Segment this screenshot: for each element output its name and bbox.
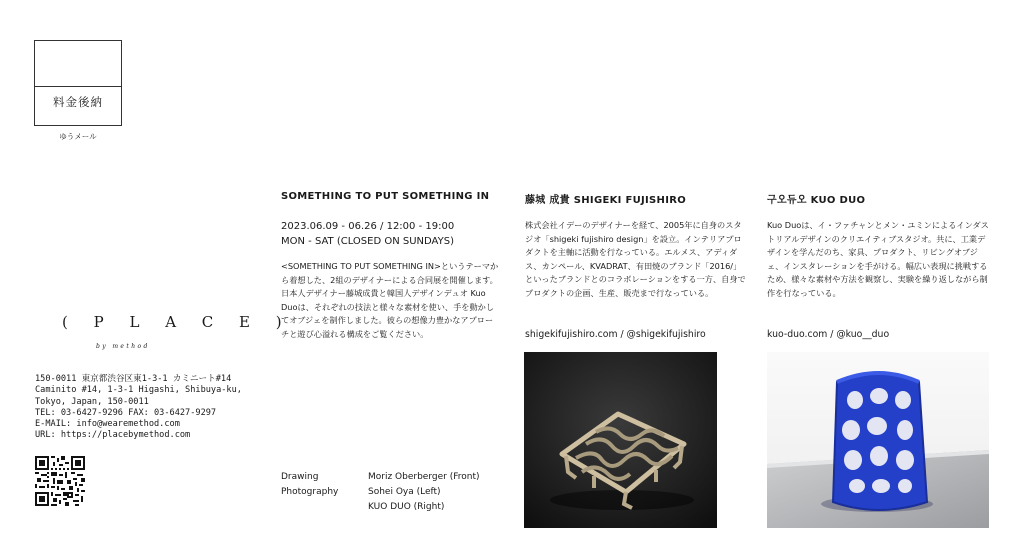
email-line[interactable]: E-MAIL: info@wearemethod.com — [35, 419, 180, 430]
credit-photo-left: Sohei Oya (Left) — [368, 486, 441, 497]
exhibition-days: MON - SAT (CLOSED ON SUNDAYS) — [281, 235, 454, 247]
designer-name-fujishiro: 藤城 成貴 SHIGEKI FUJISHIRO — [525, 195, 687, 206]
designer-name-kuoduo: 구오듀오 KUO DUO — [767, 195, 866, 206]
address-line: 150-0011 東京都渋谷区東1-3-1 カミニート#14 — [35, 374, 232, 384]
exhibition-schedule — [281, 220, 454, 250]
stamp-divider — [35, 86, 121, 87]
credit-photography-label: Photography — [281, 486, 339, 497]
kuoduo-object-photo — [767, 352, 989, 528]
designer-bio-fujishiro: 株式会社イデーのデザイナーを経て、2005年に自身のスタジオ「shigeki fujishiro design」を設立。インテリアプロダクトを主軸に活動を行なっている。エルメス、アディダス、カンペール、KVADRAT、有田焼のブランド「2016/」といったブランドとのコラボレーションをする一方、自身でプロダクトの企画、生産、販売まで行なっている。 — [525, 220, 746, 298]
phone-fax-line: TEL: 03-6427-9296 FAX: 03-6427-9297 — [35, 407, 217, 418]
designer-links-fujishiro[interactable]: shigekifujishiro.com / @shigekifujishiro — [525, 329, 706, 340]
address-block — [35, 374, 242, 442]
qr-code[interactable] — [35, 456, 85, 506]
designer-bio-kuoduo: Kuo Duoは、イ・ファチャンとメン・ユミンによるインダストリアルデザインのクリエイティブスタジオ。共に、工業デザインを学んだのち、家具、プロダクト、リビングオブジェ、インスタレーションを手がける。幅広い表現に挑戦するため、様々な素材や方法を観察し、実験を繰り返しながら制作を行なっている。 — [767, 220, 989, 298]
fujishiro-basket-photo — [524, 352, 717, 528]
credit-drawing-label: Drawing — [281, 472, 319, 482]
address-line: Tokyo, Japan, 150-0011 — [35, 396, 149, 407]
designer-links-kuoduo[interactable]: kuo-duo.com / @kuo__duo — [767, 329, 890, 340]
credit-drawing-by: Moriz Oberberger (Front) — [368, 472, 480, 482]
credit-photo-right: KUO DUO (Right) — [368, 501, 445, 512]
address-line: Caminito #14, 1-3-1 Higashi, Shibuya-ku, — [35, 385, 242, 396]
logo-subtitle: by method — [96, 343, 150, 350]
exhibition-dates: 2023.06.09 - 06.26 / 12:00 - 19:00 — [281, 221, 455, 232]
mail-type-label: ゆうメール — [59, 132, 97, 141]
postage-stamp-box — [34, 40, 122, 126]
exhibition-description: <SOMETHING TO PUT SOMETHING IN>というテーマから着想した、2組のデザイナーによる合同展を開催します。日本人デザイナー藤城成貴と韓国人デザインデュオ Kuo Duoは、それぞれの技法と様々な素材を使い、手を動かしてオブジェを制作しました。彼らの想像力豊かなアプローチと遊び心溢れる構成をご覧ください。 — [281, 261, 499, 339]
url-line[interactable]: URL: https://placebymethod.com — [35, 430, 191, 441]
exhibition-title: SOMETHING TO PUT SOMETHING IN — [281, 191, 490, 202]
place-logo: ( P L A C E ) — [62, 313, 293, 331]
stamp-label: 料金後納 — [53, 95, 103, 109]
